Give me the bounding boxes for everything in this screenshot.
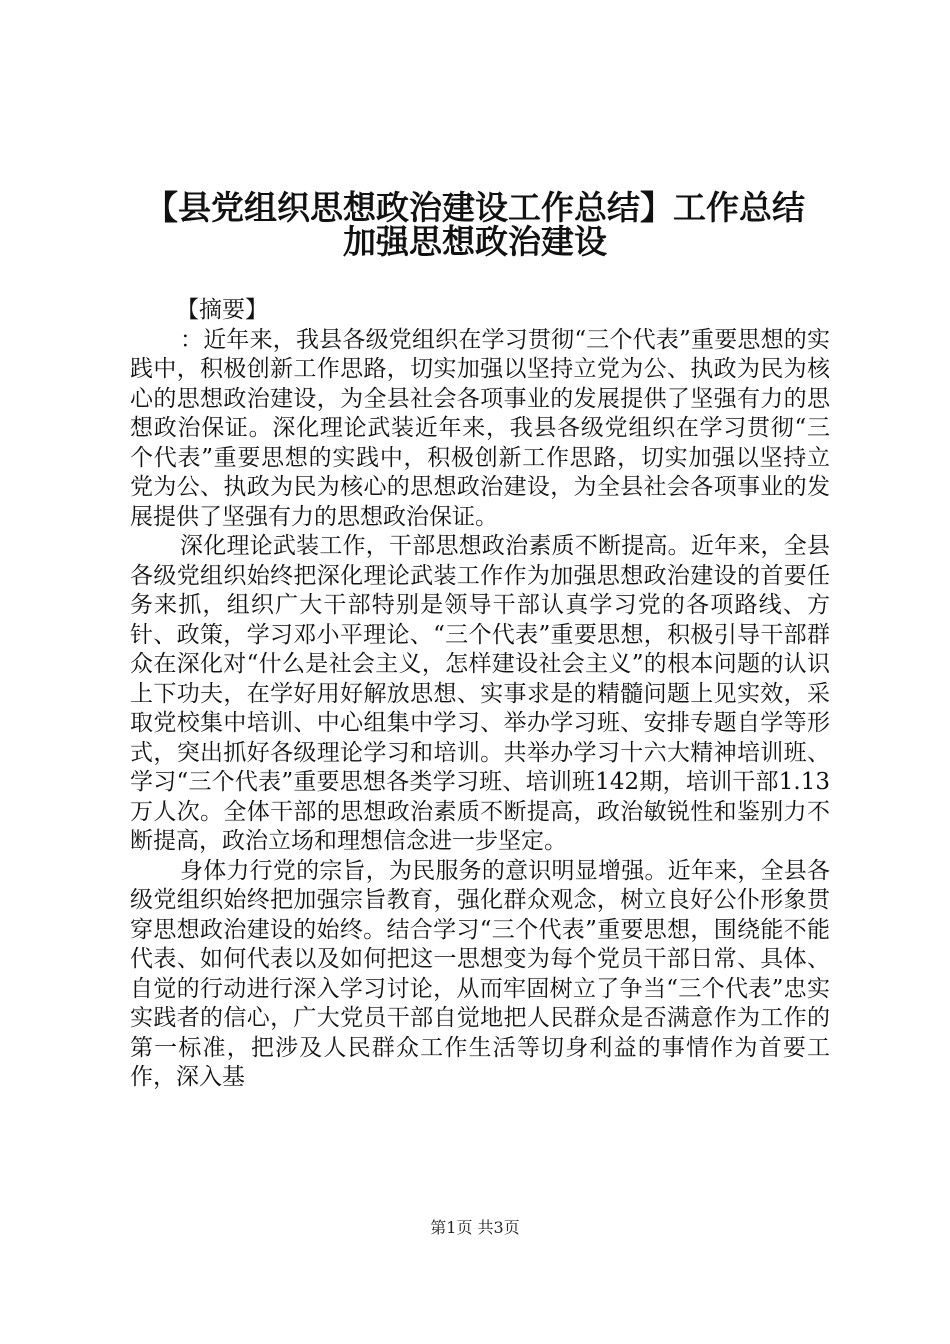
page-footer: 第1页 共3页 (430, 1218, 520, 1237)
paragraph-service: 身体力行党的宗旨，为民服务的意识明显增强。近年来，全县各级党组织始终把加强宗旨教育，强化群众观念，树立良好公仆形象贯穿思想政治建设的始终。结合学习“三个代表”重要思想，围绕能不能代表、如何代表以及如何把这一思想变为每个党员干部日常、具体、自觉的行动进行深入学习讨论，从而牢固树立了争当“三个代表”忠实实践者的信心，广大党员干部自觉地把人民群众是否满意作为工作的第一标准，把涉及人民群众工作生活等切身利益的事情作为首要工作，深入基 (130, 857, 830, 1090)
document-title-line-2: 加强思想政治建设 (343, 222, 607, 261)
paragraph-abstract: ：近年来，我县各级党组织在学习贯彻“三个代表”重要思想的实践中，积极创新工作思路，切实加强以坚持立党为公、执政为民为核心的思想政治建设，为全县社会各项事业的发展提供了坚强有力的思想政治保证。深化理论武装近年来，我县各级党组织在学习贯彻“三个代表”重要思想的实践中，积极创新工作思路，切实加强以坚持立党为公、执政为民为核心的思想政治建设，为全县社会各项事业的发展提供了坚强有力的思想政治保证。 (130, 326, 830, 530)
paragraph-theory: 深化理论武装工作，干部思想政治素质不断提高。近年来，全县各级党组织始终把深化理论武装工作作为加强思想政治建设的首要任务来抓，组织广大干部特别是领导干部认真学习党的各项路线、方针、政策，学习邓小平理论、“三个代表”重要思想，积极引导干部群众在深化对“什么是社会主义，怎样建设社会主义”的根本问题的认识上下功夫，在学好用好解放思想、实事求是的精髓问题上见实效，采取党校集中培训、中心组集中学习、举办学习班、安排专题自学等形式，突出抓好各级理论学习和培训。共举办学习十六大精神培训班、学习“三个代表”重要思想各类学习班、培训班142期，培训干部1.13万人次。全体干部的思想政治素质不断提高，政治敏锐性和鉴别力不断提高，政治立场和理想信念进一步坚定。 (130, 533, 830, 854)
abstract-label: 【摘要】 (176, 297, 268, 323)
document-title-line-1: 【县党组织思想政治建设工作总结】工作总结 (145, 188, 805, 227)
document-body (130, 296, 830, 1093)
